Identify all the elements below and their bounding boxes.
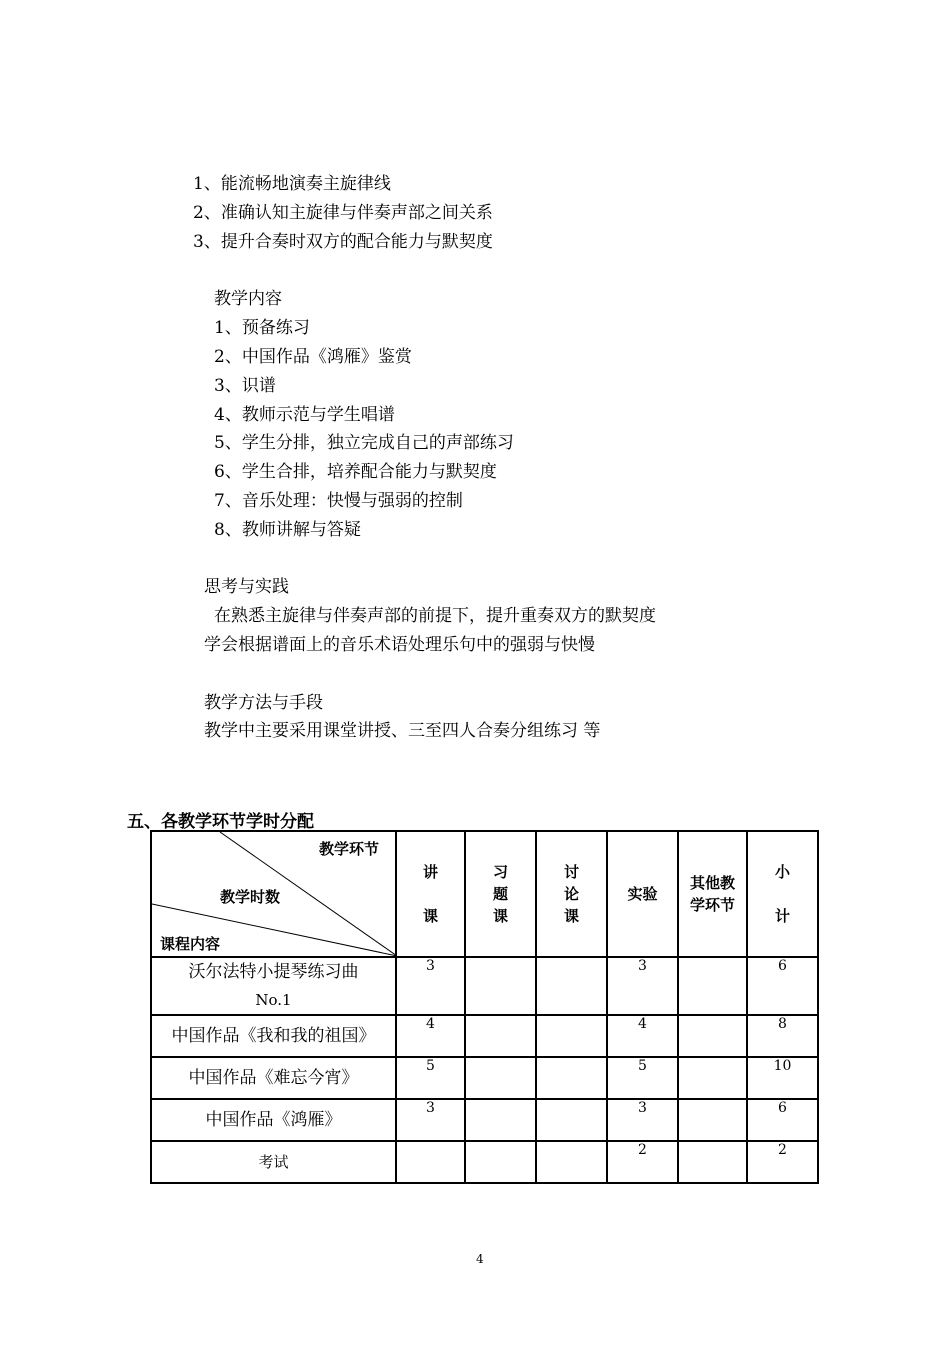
- cell-exercise: [465, 1141, 536, 1183]
- row-label: 沃尔法特小提琴练习曲 No.1: [151, 957, 396, 1015]
- cell-lecture: 3: [396, 1099, 465, 1141]
- row-label: 中国作品《鸿雁》: [151, 1099, 396, 1141]
- cell-lecture: 5: [396, 1057, 465, 1099]
- teaching-content-item: 7、音乐处理：快慢与强弱的控制: [214, 491, 463, 511]
- column-header-subtotal: 小 计: [747, 831, 818, 957]
- teaching-content-heading: 教学内容: [214, 289, 282, 309]
- cell-subtotal: 10: [747, 1057, 818, 1099]
- row-label: 考试: [151, 1141, 396, 1183]
- row-label: 中国作品《难忘今宵》: [151, 1057, 396, 1099]
- cell-experiment: 4: [607, 1015, 678, 1057]
- teaching-content-item: 1、预备练习: [214, 318, 310, 338]
- cell-discussion: [536, 957, 607, 1015]
- cell-discussion: [536, 1099, 607, 1141]
- table-row: [151, 1057, 818, 1099]
- corner-label-course-content: 课程内容: [160, 935, 221, 953]
- cell-discussion: [536, 1015, 607, 1057]
- table-row: [151, 1015, 818, 1057]
- reflection-line: 学会根据谱面上的音乐术语处理乐句中的强弱与快慢: [204, 635, 595, 655]
- cell-subtotal: 2: [747, 1141, 818, 1183]
- row-label: 中国作品《我和我的祖国》: [151, 1015, 396, 1057]
- teaching-content-item: 8、教师讲解与答疑: [214, 520, 361, 540]
- objective-3: 3、提升合奏时双方的配合能力与默契度: [193, 232, 493, 252]
- teaching-content-item: 3、识谱: [214, 376, 276, 396]
- cell-experiment: 3: [607, 1099, 678, 1141]
- cell-exercise: [465, 1057, 536, 1099]
- teaching-content-item: 6、学生合排，培养配合能力与默契度: [214, 462, 497, 482]
- column-header-other: 其他教 学环节: [678, 831, 747, 957]
- cell-discussion: [536, 1057, 607, 1099]
- methods-line: 教学中主要采用课堂讲授、三至四人合奏分组练习 等: [204, 721, 601, 741]
- table-row: [151, 1141, 818, 1183]
- reflection-heading: 思考与实践: [204, 577, 289, 597]
- cell-lecture: 4: [396, 1015, 465, 1057]
- table-row: [151, 957, 818, 1015]
- cell-other: [678, 1057, 747, 1099]
- cell-other: [678, 1015, 747, 1057]
- cell-exercise: [465, 957, 536, 1015]
- teaching-content-item: 5、学生分排，独立完成自己的声部练习: [214, 433, 514, 453]
- cell-discussion: [536, 1141, 607, 1183]
- cell-subtotal: 6: [747, 957, 818, 1015]
- table-header-row: [151, 831, 818, 957]
- column-header-experiment: 实验: [607, 831, 678, 957]
- cell-other: [678, 1099, 747, 1141]
- cell-experiment: 2: [607, 1141, 678, 1183]
- table-row: [151, 1099, 818, 1141]
- section-heading: 五、各教学环节学时分配: [127, 812, 314, 832]
- teaching-content-item: 4、教师示范与学生唱谱: [214, 405, 395, 425]
- cell-exercise: [465, 1099, 536, 1141]
- cell-subtotal: 6: [747, 1099, 818, 1141]
- reflection-line: 在熟悉主旋律与伴奏声部的前提下，提升重奏双方的默契度: [214, 606, 656, 626]
- cell-experiment: 5: [607, 1057, 678, 1099]
- cell-other: [678, 1141, 747, 1183]
- cell-lecture: 3: [396, 957, 465, 1015]
- hours-allocation-table: [150, 830, 819, 1184]
- cell-lecture: [396, 1141, 465, 1183]
- cell-subtotal: 8: [747, 1015, 818, 1057]
- methods-heading: 教学方法与手段: [204, 693, 323, 713]
- teaching-content-item: 2、中国作品《鸿雁》鉴赏: [214, 347, 412, 367]
- column-header-exercise: 习 题 课: [465, 831, 536, 957]
- objective-2: 2、准确认知主旋律与伴奏声部之间关系: [193, 203, 493, 223]
- diagonal-corner-header: [151, 831, 396, 957]
- page-number: 4: [476, 1252, 484, 1266]
- corner-label-teaching-hours: 教学时数: [220, 888, 281, 906]
- corner-label-teaching-link: 教学环节: [318, 840, 379, 858]
- column-header-discussion: 讨 论 课: [536, 831, 607, 957]
- objective-1: 1、能流畅地演奏主旋律线: [193, 174, 391, 194]
- column-header-lecture: 讲 课: [396, 831, 465, 957]
- cell-exercise: [465, 1015, 536, 1057]
- cell-other: [678, 957, 747, 1015]
- cell-experiment: 3: [607, 957, 678, 1015]
